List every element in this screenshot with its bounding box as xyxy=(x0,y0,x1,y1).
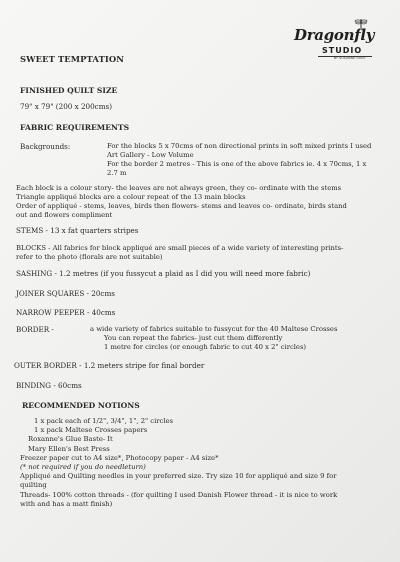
notion-applique-cont: quilting xyxy=(20,481,47,489)
border-line: 1 metre for circles (or enough fabric to cut 40 x 2" circles) xyxy=(104,343,307,351)
notion-footnote: (* not required if you do needleturn) xyxy=(20,463,146,471)
border-line: a wide variety of fabrics suitable to fussycut for the 40 Maltese Crosses xyxy=(90,325,338,333)
notion-applique: Appliqué and Quilting needles in your preferred size. Try size 10 for appliqué and size 9 for xyxy=(20,472,337,480)
backgrounds-line: 2.7 m xyxy=(107,169,127,177)
binding-line: BINDING - 60cms xyxy=(16,381,82,390)
story-line: Triangle appliqué blocks are a colour repeat of the 13 main blocks xyxy=(16,193,246,201)
notion-threads-cont: with and has a matt finish) xyxy=(20,500,113,508)
backgrounds-line: For the blocks 5 x 70cms of non directional prints in soft mixed prints I used xyxy=(107,142,372,150)
blocks-line: BLOCKS - All fabrics for block appliqué are small pieces of a wide variety of interesting prints- xyxy=(16,244,344,252)
brand-logo xyxy=(292,18,380,68)
fabric-heading: FABRIC REQUIREMENTS xyxy=(20,123,130,132)
page-title: SWEET TEMPTATION xyxy=(20,54,125,64)
peeper-line: NARROW PEEPER - 40cms xyxy=(16,308,116,317)
border-label: BORDER - xyxy=(16,325,54,334)
logo-studio: STUDIO xyxy=(322,46,363,55)
blocks-line: refer to the photo (florals are not suitable) xyxy=(16,253,163,261)
logo-byline: BY SUSANNE COOY xyxy=(334,56,366,60)
story-line: Order of appliqué - stems, leaves, birds then flowers- stems and leaves co- ordinate, birds stand xyxy=(16,202,347,210)
backgrounds-line: Art Gallery - Low Volume xyxy=(107,151,194,159)
backgrounds-label: Backgrounds: xyxy=(20,142,71,151)
notion-item: 1 x pack each of 1/2", 3/4", 1", 2" circles xyxy=(34,417,174,425)
notion-item: Roxanne's Glue Baste- It xyxy=(28,435,113,443)
notion-threads: Threads- 100% cotton threads - (for quilting I used Danish Flower thread - it is nice to work xyxy=(20,491,338,499)
outer-border-line: OUTER BORDER - 1.2 meters stripe for final border xyxy=(14,361,205,370)
story-line: Each block is a colour story- the leaves are not always green, they co- ordinate with the stems xyxy=(16,184,342,192)
story-line: out and flowers compliment xyxy=(16,211,113,219)
notion-item: 1 x pack Maltese Crosses papers xyxy=(34,426,148,434)
logo-brand: Dragonfly xyxy=(294,26,375,44)
finished-size-value: 79" x 79" (200 x 200cms) xyxy=(20,102,113,111)
border-line: You can repeat the fabrics- just cut them differently xyxy=(104,334,283,342)
sashing-line: SASHING - 1.2 metres (if you fussycut a plaid as I did you will need more fabric) xyxy=(16,269,311,278)
notions-heading: RECOMMENDED NOTIONS xyxy=(22,401,140,410)
notion-item: Freezer paper cut to A4 size*, Photocopy paper - A4 size* xyxy=(20,454,219,462)
finished-size-heading: FINISHED QUILT SIZE xyxy=(20,86,118,95)
joiner-line: JOINER SQUARES - 20cms xyxy=(16,289,115,298)
backgrounds-line: For the border 2 metres - This is one of the above fabrics ie. 4 x 70cms, 1 x xyxy=(107,160,367,168)
notion-item: Mary Ellen's Best Press xyxy=(28,445,110,453)
stems-line: STEMS - 13 x fat quarters stripes xyxy=(16,226,139,235)
